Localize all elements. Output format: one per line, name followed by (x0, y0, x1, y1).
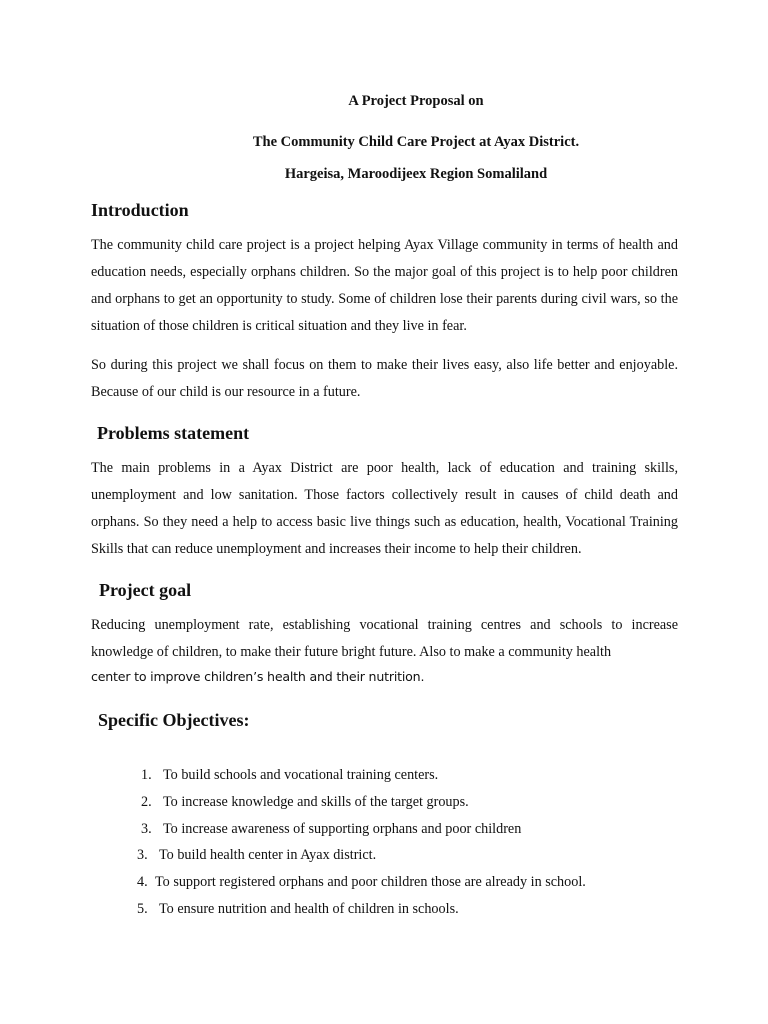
problems-heading: Problems statement (97, 423, 250, 443)
problems-paragraph: The main problems in a Ayax District are poor health, lack of education and training skills, unemployment and low sanitation. Those factors collectively result in causes of child death and orphans. So they need a help to access basic live things such as education, health, Vocational Training Skills that can reduce unemployment and increases their income to help their children. (91, 460, 678, 557)
objective-text: To increase knowledge and skills of the target groups. (163, 794, 469, 810)
objective-number: 5. (137, 901, 148, 917)
title-line-3: Hargeisa, Maroodijeex Region Somaliland (284, 166, 548, 182)
objective-item (137, 847, 376, 864)
objective-text: To build schools and vocational training centers. (163, 767, 439, 783)
objective-text: To build health center in Ayax district. (159, 847, 377, 863)
project-goal-heading: Project goal (99, 580, 192, 600)
objective-text: To support registered orphans and poor children those are already in school. (155, 874, 586, 890)
project-goal-text: Reducing unemployment rate, establishing vocational training centres and schools to increase knowledge of children, to make their future bright future. Also to make a community health (91, 617, 678, 660)
introduction-paragraph-1: The community child care project is a project helping Ayax Village community in terms of health and education needs, especially orphans children. So the major goal of this project is to help poor children and orphans to get an opportunity to study. Some of children lose their parents during civil wars, so the situation of those children is critical situation and they live in fear. (91, 237, 678, 334)
objective-text: To increase awareness of supporting orphans and poor children (163, 821, 522, 837)
objective-item (141, 794, 469, 811)
title-line-1: A Project Proposal on (348, 93, 484, 109)
introduction-paragraph-2: So during this project we shall focus on them to make their lives easy, also life better and enjoyable. Because of our child is our resource in a future. (91, 357, 678, 400)
objective-number: 2. (141, 794, 152, 810)
title-line-2: The Community Child Care Project at Ayax District. (252, 134, 580, 150)
objective-number: 4. (137, 874, 148, 890)
objective-item (141, 821, 521, 838)
objective-text: To ensure nutrition and health of children in schools. (159, 901, 459, 917)
objective-number: 1. (141, 767, 152, 783)
objective-item (137, 901, 459, 918)
objective-number: 3. (141, 821, 152, 837)
objective-item (137, 874, 586, 891)
project-goal-tail: center to improve children’s health and their nutrition. (91, 669, 425, 684)
project-goal-paragraph (91, 612, 678, 666)
objective-item (141, 767, 438, 784)
objective-number: 3. (137, 847, 148, 863)
specific-objectives-heading: Specific Objectives: (98, 710, 250, 730)
introduction-heading: Introduction (91, 200, 189, 220)
